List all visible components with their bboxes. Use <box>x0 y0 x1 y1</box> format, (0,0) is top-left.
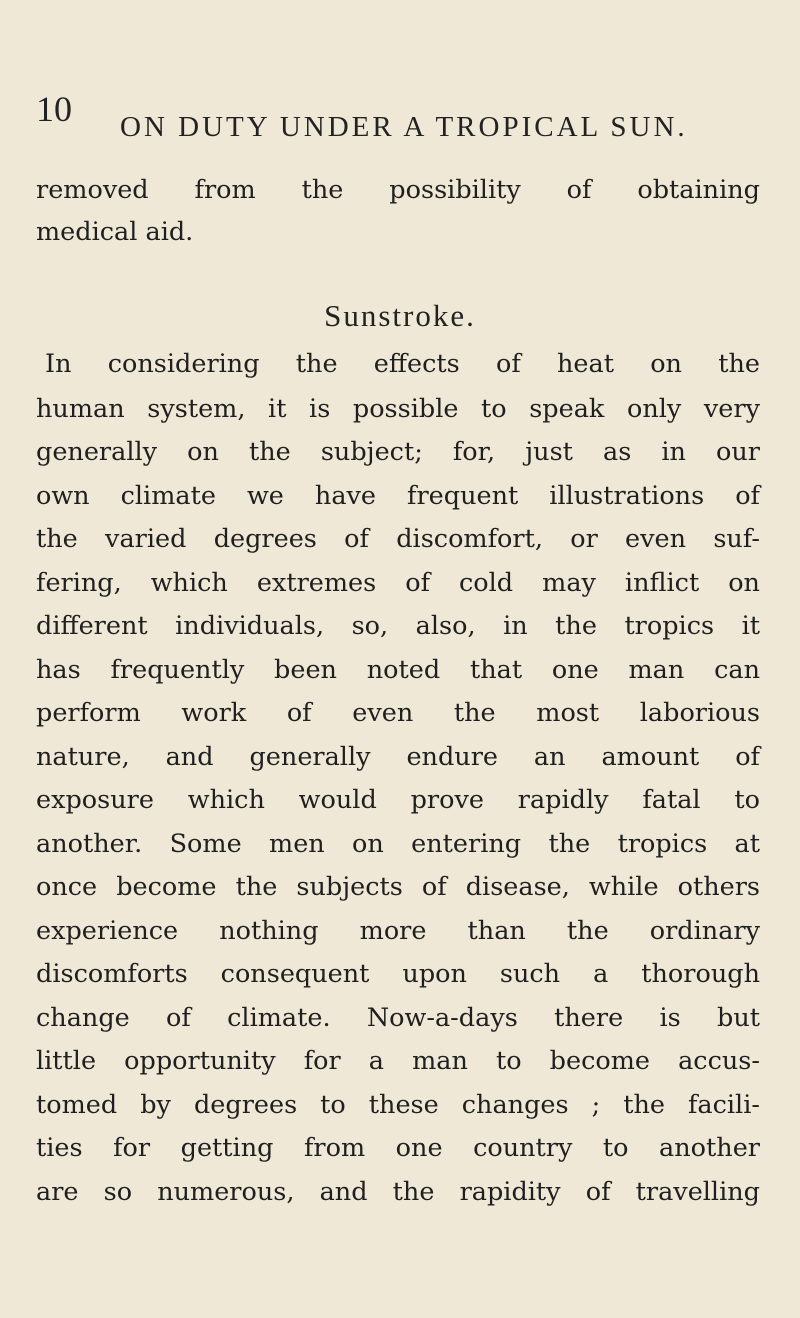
text-line: little opportunity for a man to become accus- <box>36 1046 760 1076</box>
text-line: are so numerous, and the rapidity of travelling <box>36 1177 760 1207</box>
text-line: generally on the subject; for, just as in our <box>36 437 760 467</box>
text-line: another. Some men on entering the tropics at <box>36 829 760 859</box>
text-line: fering, which extremes of cold may inflict on <box>36 568 760 598</box>
text-line: has frequently been noted that one man can <box>36 655 760 685</box>
text-line: nature, and generally endure an amount of <box>36 742 760 772</box>
text-line: different individuals, so, also, in the tropics it <box>36 611 760 641</box>
text-line: medical aid. <box>36 217 194 247</box>
text-line: own climate we have frequent illustrations of <box>36 481 760 511</box>
text-line: perform work of even the most laborious <box>36 698 760 728</box>
text-line: the varied degrees of discomfort, or even suf- <box>36 524 760 554</box>
text-line: discomforts consequent upon such a thorough <box>36 959 760 989</box>
text-line: removed from the possibility of obtaining <box>36 175 760 205</box>
page-number: 10 <box>36 89 72 129</box>
running-title: ON DUTY UNDER A TROPICAL SUN. <box>120 111 688 143</box>
text-line: change of climate. Now-a-days there is but <box>36 1003 760 1033</box>
text-line: once become the subjects of disease, while others <box>36 872 760 902</box>
text-line: exposure which would prove rapidly fatal to <box>36 785 760 815</box>
section-heading: Sunstroke. <box>324 298 476 333</box>
text-line: tomed by degrees to these changes ; the facili- <box>36 1090 760 1120</box>
text-line: human system, it is possible to speak only very <box>36 394 760 424</box>
text-line: ties for getting from one country to another <box>36 1133 760 1163</box>
text-line: In considering the effects of heat on the <box>45 349 760 379</box>
text-line: experience nothing more than the ordinary <box>36 916 760 946</box>
